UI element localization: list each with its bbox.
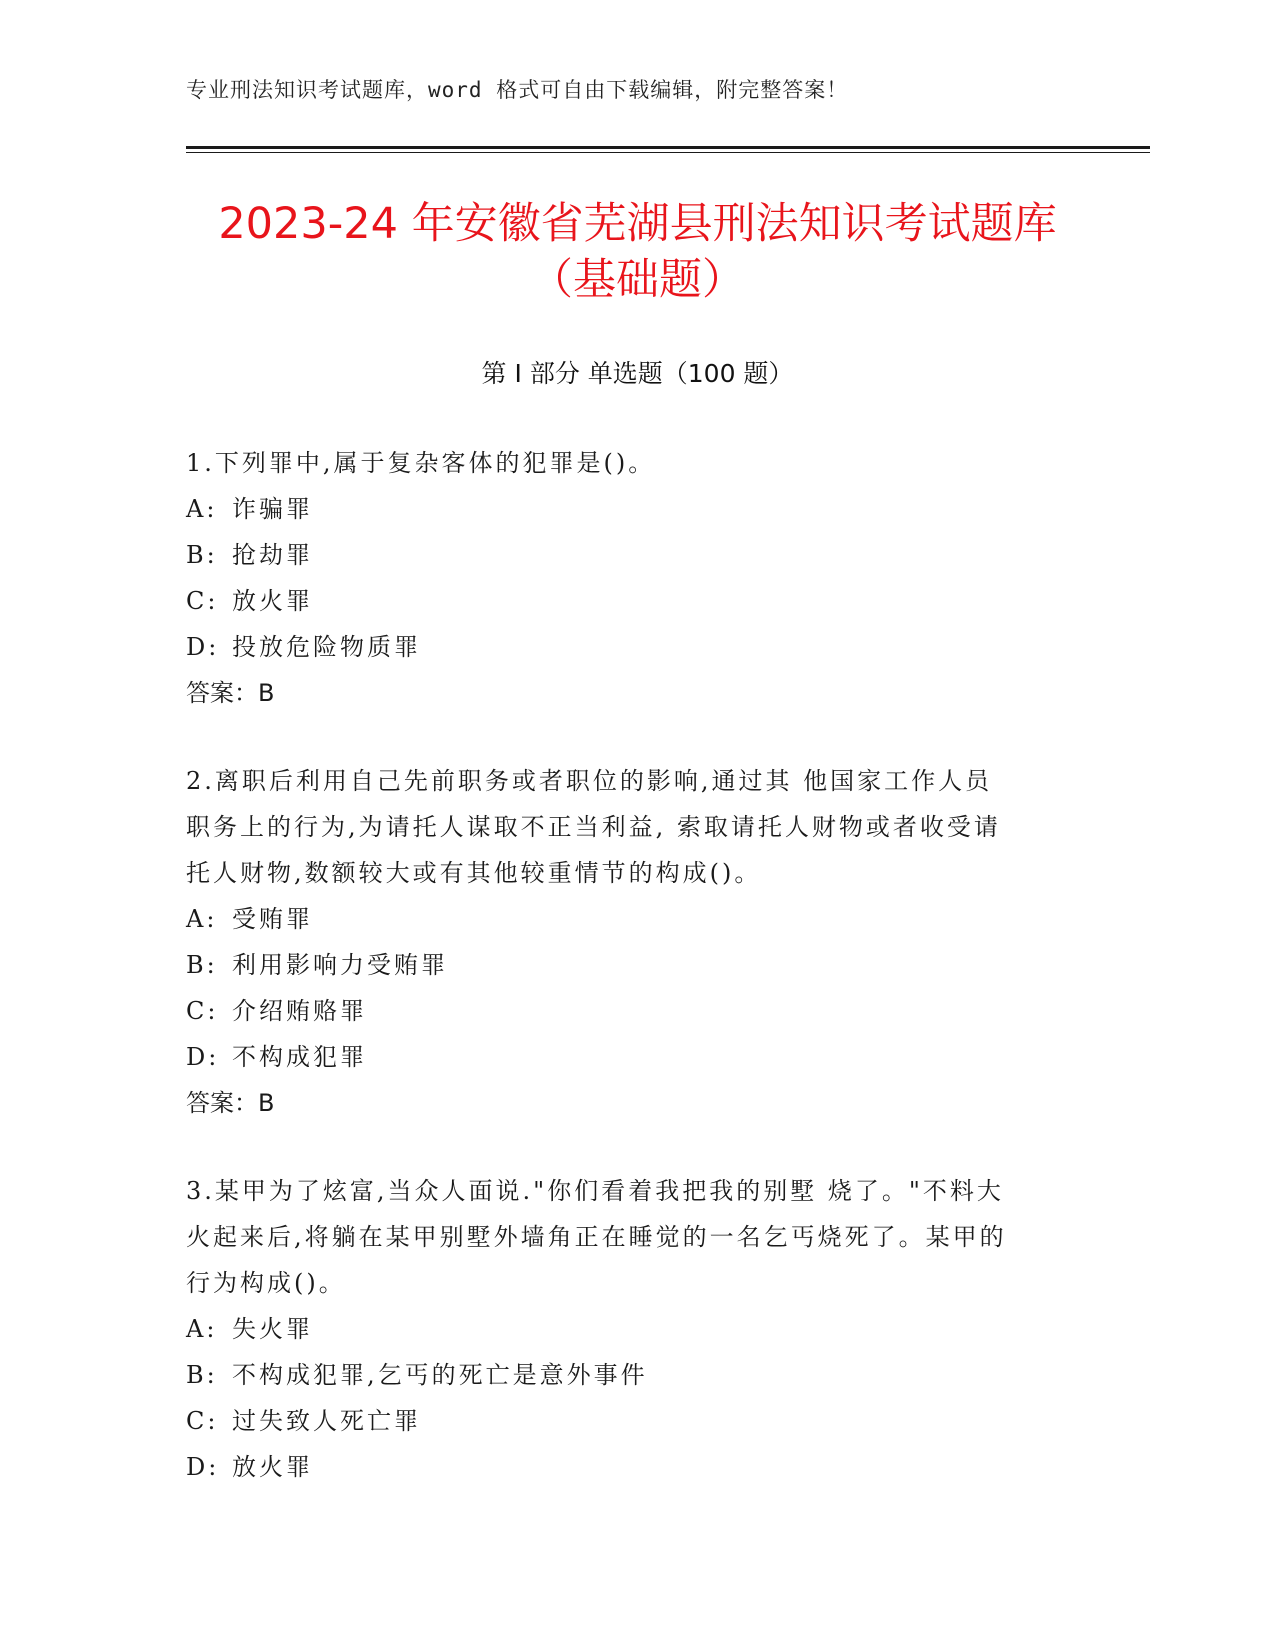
- option-d: [186, 1034, 1086, 1080]
- option-text: 抢劫罪: [232, 541, 313, 569]
- title-line-2: （基础题）: [530, 255, 745, 305]
- option-d: [186, 1444, 1086, 1490]
- question-stem-line: 托人财物,数额较大或有其他较重情节的构成()。: [186, 859, 762, 887]
- option-letter: B:: [186, 1361, 218, 1389]
- option-text: 投放危险物质罪: [232, 633, 421, 661]
- option-text: 受贿罪: [232, 905, 313, 933]
- answer: 答案：B: [186, 1089, 275, 1117]
- question-stem: 1.下列罪中,属于复杂客体的犯罪是()。: [186, 449, 656, 477]
- option-letter: C:: [186, 1407, 219, 1435]
- option-text: 不构成犯罪: [232, 1043, 367, 1071]
- option-text: 放火罪: [232, 587, 313, 615]
- option-a: [186, 486, 1086, 532]
- option-letter: B:: [186, 951, 218, 979]
- option-b: [186, 942, 1086, 988]
- question-stem-line: 职务上的行为,为请托人谋取不正当利益, 索取请托人财物或者收受请: [186, 813, 1001, 841]
- question-3: [186, 1168, 1086, 1490]
- option-letter: D:: [186, 633, 220, 661]
- question-1: [186, 440, 1086, 716]
- header-note: 专业刑法知识考试题库，word 格式可自由下载编辑，附完整答案！: [186, 78, 849, 102]
- option-c: [186, 988, 1086, 1034]
- option-text: 失火罪: [232, 1315, 313, 1343]
- option-text: 不构成犯罪,乞丐的死亡是意外事件: [232, 1361, 648, 1389]
- header-divider-thick: [186, 146, 1150, 149]
- question-2: [186, 758, 1086, 1126]
- option-letter: A:: [186, 495, 218, 523]
- document-title: [100, 196, 1175, 308]
- question-stem-line: 2.离职后利用自己先前职务或者职位的影响,通过其 他国家工作人员: [186, 767, 993, 795]
- option-text: 诈骗罪: [232, 495, 313, 523]
- option-letter: C:: [186, 587, 219, 615]
- title-line-1: 2023-24 年安徽省芜湖县刑法知识考试题库: [218, 199, 1057, 249]
- option-text: 介绍贿赂罪: [232, 997, 367, 1025]
- question-stem-line: 火起来后,将躺在某甲别墅外墙角正在睡觉的一名乞丐烧死了。某甲的: [186, 1223, 1007, 1251]
- option-letter: C:: [186, 997, 219, 1025]
- option-text: 利用影响力受贿罪: [232, 951, 448, 979]
- option-d: [186, 624, 1086, 670]
- option-letter: B:: [186, 541, 218, 569]
- option-letter: D:: [186, 1043, 220, 1071]
- option-letter: D:: [186, 1453, 220, 1481]
- option-letter: A:: [186, 1315, 218, 1343]
- question-stem-line: 3.某甲为了炫富,当众人面说."你们看着我把我的别墅 烧了。"不料大: [186, 1177, 1004, 1205]
- option-text: 过失致人死亡罪: [232, 1407, 421, 1435]
- option-letter: A:: [186, 905, 218, 933]
- section-title: 第 I 部分 单选题（100 题）: [481, 359, 794, 388]
- question-list: [186, 440, 1086, 1532]
- option-a: [186, 896, 1086, 942]
- option-b: [186, 532, 1086, 578]
- option-c: [186, 1398, 1086, 1444]
- option-c: [186, 578, 1086, 624]
- option-a: [186, 1306, 1086, 1352]
- option-b: [186, 1352, 1086, 1398]
- answer: 答案：B: [186, 679, 275, 707]
- option-text: 放火罪: [232, 1453, 313, 1481]
- header-divider-thin: [186, 152, 1150, 153]
- question-stem-line: 行为构成()。: [186, 1269, 346, 1297]
